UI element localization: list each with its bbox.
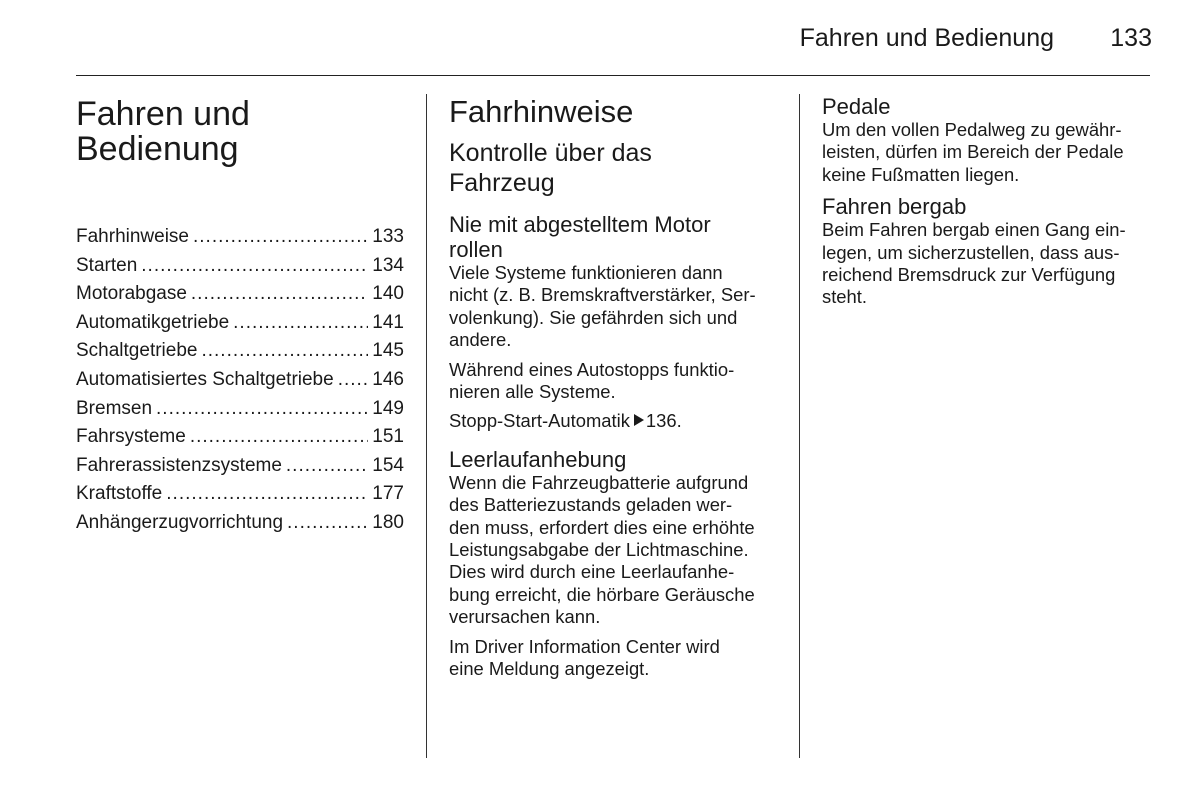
toc-entry[interactable] — [76, 423, 404, 452]
leerlauf-paragraph-2 — [449, 636, 779, 681]
bergab-heading: Fahren bergab — [822, 194, 967, 220]
paragraph-line: Während eines Autostopps funktio- — [449, 358, 735, 380]
toc-entry-page: 149 — [372, 397, 404, 419]
paragraph-line: Um den vollen Pedalweg zu gewähr- — [822, 119, 1122, 140]
paragraph-line: legen, um sicherzustellen, dass aus- — [822, 241, 1120, 263]
chapter-column — [76, 94, 404, 538]
paragraph-line: bung erreicht, die hörbare Geräusche — [449, 583, 755, 605]
toc-entry-page: 134 — [372, 254, 404, 276]
toc-entry[interactable] — [76, 509, 404, 538]
toc-entry-page: 133 — [372, 226, 404, 247]
toc-entry-page: 154 — [372, 454, 404, 476]
toc-entry-label: Schaltgetriebe — [76, 340, 198, 362]
page-header-title: Fahren und Bedienung — [799, 24, 1054, 52]
paragraph-line: volenkung). Sie gefährden sich und — [449, 306, 738, 328]
toc-entry[interactable] — [76, 395, 404, 424]
motor-paragraph-1 — [449, 262, 779, 352]
motor-heading-line2: rollen — [449, 237, 503, 262]
paragraph-line: verursachen kann. — [449, 606, 601, 628]
paragraph-line: Wenn die Fahrzeugbatterie aufgrund — [449, 471, 749, 493]
toc-entry-label: Motorabgase — [76, 283, 187, 305]
toc-leader-dots — [190, 423, 368, 452]
section-subtitle-line1: Kontrolle über das — [449, 139, 652, 167]
toc-entry-page: 145 — [372, 340, 404, 362]
section-column-middle — [449, 94, 779, 688]
toc-entry-page: 140 — [372, 283, 404, 305]
paragraph-line: eine Meldung angezeigt. — [449, 658, 650, 680]
paragraph-line: Beim Fahren bergab einen Gang ein- — [822, 219, 1126, 241]
toc-entry-page: 151 — [372, 426, 404, 448]
toc-entry-label: Fahrerassistenzsysteme — [76, 454, 282, 476]
toc-entry-label: Automatisiertes Schaltgetriebe — [76, 368, 334, 390]
paragraph-line: keine Fußmatten liegen. — [822, 163, 1020, 185]
pedale-paragraph — [822, 119, 1152, 186]
toc-leader-dots — [193, 223, 368, 252]
leerlauf-heading: Leerlaufanhebung — [449, 446, 627, 472]
paragraph-line: den muss, erfordert dies eine erhöhte — [449, 516, 755, 538]
paragraph-line: steht. — [822, 286, 867, 308]
chapter-title-line1: Fahren und — [76, 95, 250, 133]
toc-leader-dots — [233, 309, 368, 338]
toc-leader-dots — [191, 280, 368, 309]
paragraph-line: Viele Systeme funktionieren dann — [449, 262, 723, 283]
paragraph-line: Im Driver Information Center wird — [449, 635, 720, 657]
toc-entry-label: Kraftstoffe — [76, 483, 163, 505]
toc-entry-label: Bremsen — [76, 397, 153, 419]
bergab-paragraph — [822, 219, 1152, 309]
paragraph-line: Leistungsabgabe der Lichtmaschine. — [449, 539, 749, 561]
motor-paragraph-2 — [449, 359, 779, 404]
table-of-contents — [76, 223, 404, 538]
paragraph-line: des Batteriezustands geladen wer- — [449, 494, 733, 516]
toc-entry-page: 141 — [372, 311, 404, 333]
toc-entry[interactable] — [76, 337, 404, 366]
section-title: Fahrhinweise — [449, 94, 634, 129]
paragraph-line: nicht (z. B. Bremskraftverstärker, Ser- — [449, 284, 756, 306]
paragraph-line: nieren alle Systeme. — [449, 381, 616, 403]
motor-heading — [449, 212, 779, 262]
toc-leader-dots — [286, 452, 368, 481]
toc-entry-label: Starten — [76, 254, 138, 276]
page-number: 133 — [1110, 24, 1152, 52]
toc-entry-page: 146 — [372, 368, 404, 390]
chapter-title-line2: Bedienung — [76, 130, 239, 168]
chapter-title — [76, 97, 404, 167]
pedale-heading: Pedale — [822, 94, 891, 119]
cross-reference-page: 136. — [645, 410, 682, 432]
motor-heading-line1: Nie mit abgestelltem Motor — [449, 212, 711, 237]
section-column-right — [822, 94, 1152, 316]
toc-entry-page: 177 — [372, 483, 404, 505]
toc-entry[interactable] — [76, 309, 404, 338]
toc-leader-dots — [201, 337, 368, 366]
paragraph-line: Dies wird durch eine Leerlaufanhe- — [449, 561, 735, 583]
motor-cross-reference — [449, 410, 779, 432]
cross-reference-text: Stopp-Start-Automatik — [449, 410, 630, 432]
toc-entry-page: 180 — [372, 511, 404, 533]
toc-entry-label: Automatikgetriebe — [76, 311, 230, 333]
header-rule — [76, 75, 1150, 76]
toc-entry[interactable] — [76, 252, 404, 281]
toc-entry-label: Fahrhinweise — [76, 226, 189, 247]
arrow-reference-icon — [634, 414, 644, 426]
toc-entry[interactable] — [76, 223, 404, 252]
toc-leader-dots — [166, 480, 368, 509]
paragraph-line: andere. — [449, 329, 512, 351]
toc-entry[interactable] — [76, 366, 404, 395]
toc-leader-dots — [338, 366, 369, 395]
toc-entry[interactable] — [76, 452, 404, 481]
section-subtitle-line2: Fahrzeug — [449, 169, 555, 197]
section-subtitle — [449, 138, 779, 198]
leerlauf-paragraph-1 — [449, 472, 779, 629]
paragraph-line: reichend Bremsdruck zur Verfügung — [822, 264, 1116, 286]
toc-entry-label: Anhängerzugvorrichtung — [76, 511, 284, 533]
toc-leader-dots — [156, 395, 368, 424]
paragraph-line: leisten, dürfen im Bereich der Pedale — [822, 141, 1124, 163]
toc-entry[interactable] — [76, 480, 404, 509]
toc-leader-dots — [141, 252, 368, 281]
toc-leader-dots — [287, 509, 368, 538]
column-divider-right — [799, 94, 800, 758]
column-divider-left — [426, 94, 427, 758]
toc-entry[interactable] — [76, 280, 404, 309]
toc-entry-label: Fahrsysteme — [76, 426, 186, 448]
